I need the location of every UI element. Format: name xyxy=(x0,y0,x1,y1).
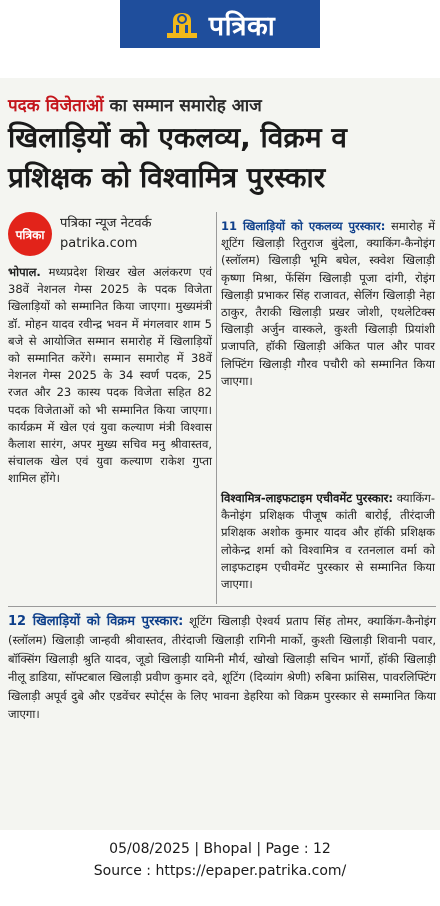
vikram-lead: 12 खिलाड़ियों को विक्रम पुरस्कार: xyxy=(8,614,184,629)
body-left-text: मध्यप्रदेश शिखर खेल अलंकरण एवं 38वें नेशनल गेम्स 2025 के पदक विजेता खिलाड़ियों को सम्मानित किया जाएगा। मुख्यमंत्री डॉ. मोहन यादव रवीन्द्र भवन में मंगलवार शाम 5 बजे से आयोजित सम्मान समारोह में खिलाड़ियों को सम्मानित करेंगे। सम्मान समारोह में 38वें नेशनल गेम्स 2025 के 34 स्वर्ण पदक, 25 रजत और 23 कास्य पदक विजेता सहित 82 पदक विजेताओं को भी सम्मानित किया जाएगा। कार्यक्रम में खेल एवं युवा कल्याण मंत्री विश्वास कैलाश सारंग, अपर मुख्य सचिव मनु श्रीवास्तव, संचालक खेल एवं युवा कल्याण राकेश गुप्ता शामिल होंगे। xyxy=(8,265,212,486)
patrika-badge-icon: पत्रिका xyxy=(8,212,52,256)
kicker xyxy=(8,93,262,116)
vishwamitra-section xyxy=(221,490,435,593)
kicker-rest: का सम्मान समारोह आज xyxy=(109,96,262,116)
byline-site: patrika.com xyxy=(60,236,138,251)
masthead-brand: पत्रिका xyxy=(208,10,276,42)
footer-date-line: 05/08/2025 | Bhopal | Page : 12 xyxy=(109,841,331,857)
source-footer xyxy=(0,838,440,882)
article-body-left xyxy=(8,264,212,488)
headline: खिलाड़ियों को एकलव्य, विक्रम व प्रशिक्षक को विश्वामित्र पुरस्कार xyxy=(8,121,347,194)
byline-network: पत्रिका न्यूज नेटवर्क xyxy=(60,216,152,231)
vishwamitra-body: क्याकिंग-कैनोइंग प्रशिक्षक पीजूष कांती बारोई, तीरंदाजी प्रशिक्षक अशोक कुमार यादव और हॉकी प्रशिक्षक लोकेन्द्र शर्मा को विश्वामित्र व रतनलाल वर्मा को लाइफटाइम एचीवमेंट पुरस्कार से सम्मानित किया जाएगा। xyxy=(221,491,436,592)
masthead xyxy=(120,0,320,48)
dateline: भोपाल. xyxy=(8,265,41,279)
section-divider xyxy=(8,606,436,607)
vikram-section xyxy=(8,612,436,723)
vishwamitra-lead: विश्वामित्र-लाइफटाइम एचीवमेंट पुरस्कार: xyxy=(221,491,393,505)
kicker-highlight: पदक विजेताओं xyxy=(8,96,104,116)
lion-emblem-icon xyxy=(165,7,199,41)
eklavya-lead: 11 खिलाड़ियों को एकलव्य पुरस्कार: xyxy=(221,219,386,233)
eklavya-section xyxy=(221,218,435,390)
column-divider xyxy=(216,212,217,604)
eklavya-body: समारोह में शूटिंग खिलाड़ी रितुराज बुंदेला, क्याकिंग-कैनोइंग (स्लॉलम) खिलाड़ी भूमि बघेल, स्क्वेश खिलाड़ी कृष्णा मिश्रा, फेंसिंग खिलाड़ी पूजा दांगी, रोइंग खिलाड़ी प्रभाकर सिंह राजावत, सेलिंग खिलाड़ी नेहा ठाकुर, तैराकी खिलाड़ी प्रखर जोशी, एथलेटिक्स खिलाड़ी अर्जुन वास्कले, कुश्ती खिलाड़ी प्रियांशी प्रजापति, हॉकी खिलाड़ी अंकित पाल और पावर लिफ्टिंग खिलाड़ी गौरव पचौरी को सम्मानित किया जाएगा। xyxy=(221,219,436,388)
vikram-body: शूटिंग खिलाड़ी ऐश्वर्य प्रताप सिंह तोमर, क्याकिंग-कैनोइंग (स्लॉलम) खिलाड़ी जान्हवी श्रीवास्तव, तीरंदाजी खिलाड़ी रागिनी मार्को, कुश्ती खिलाड़ी शिवानी पवार, बॉक्सिंग खिलाड़ी श्रुति यादव, जूडो खिलाड़ी यामिनी मौर्य, खोखो खिलाड़ी सचिन भार्गो, हॉकी खिलाड़ी नीलू डाडिया, सॉफ्टबाल खिलाड़ी प्रवीण कुमार दवे, शूटिंग (दिव्यांग श्रेणी) रुबिना फ्रांसिस, पावरलिफ्टिंग खिलाड़ी अपूर्व दुबे और एडवेंचर स्पोर्ट्स के लिए भावना डेहरिया को विक्रम पुरस्कार से सम्मानित किया जाएगा। xyxy=(8,614,437,722)
byline xyxy=(8,212,152,256)
footer-source-line: Source : https://epaper.patrika.com/ xyxy=(93,863,347,879)
